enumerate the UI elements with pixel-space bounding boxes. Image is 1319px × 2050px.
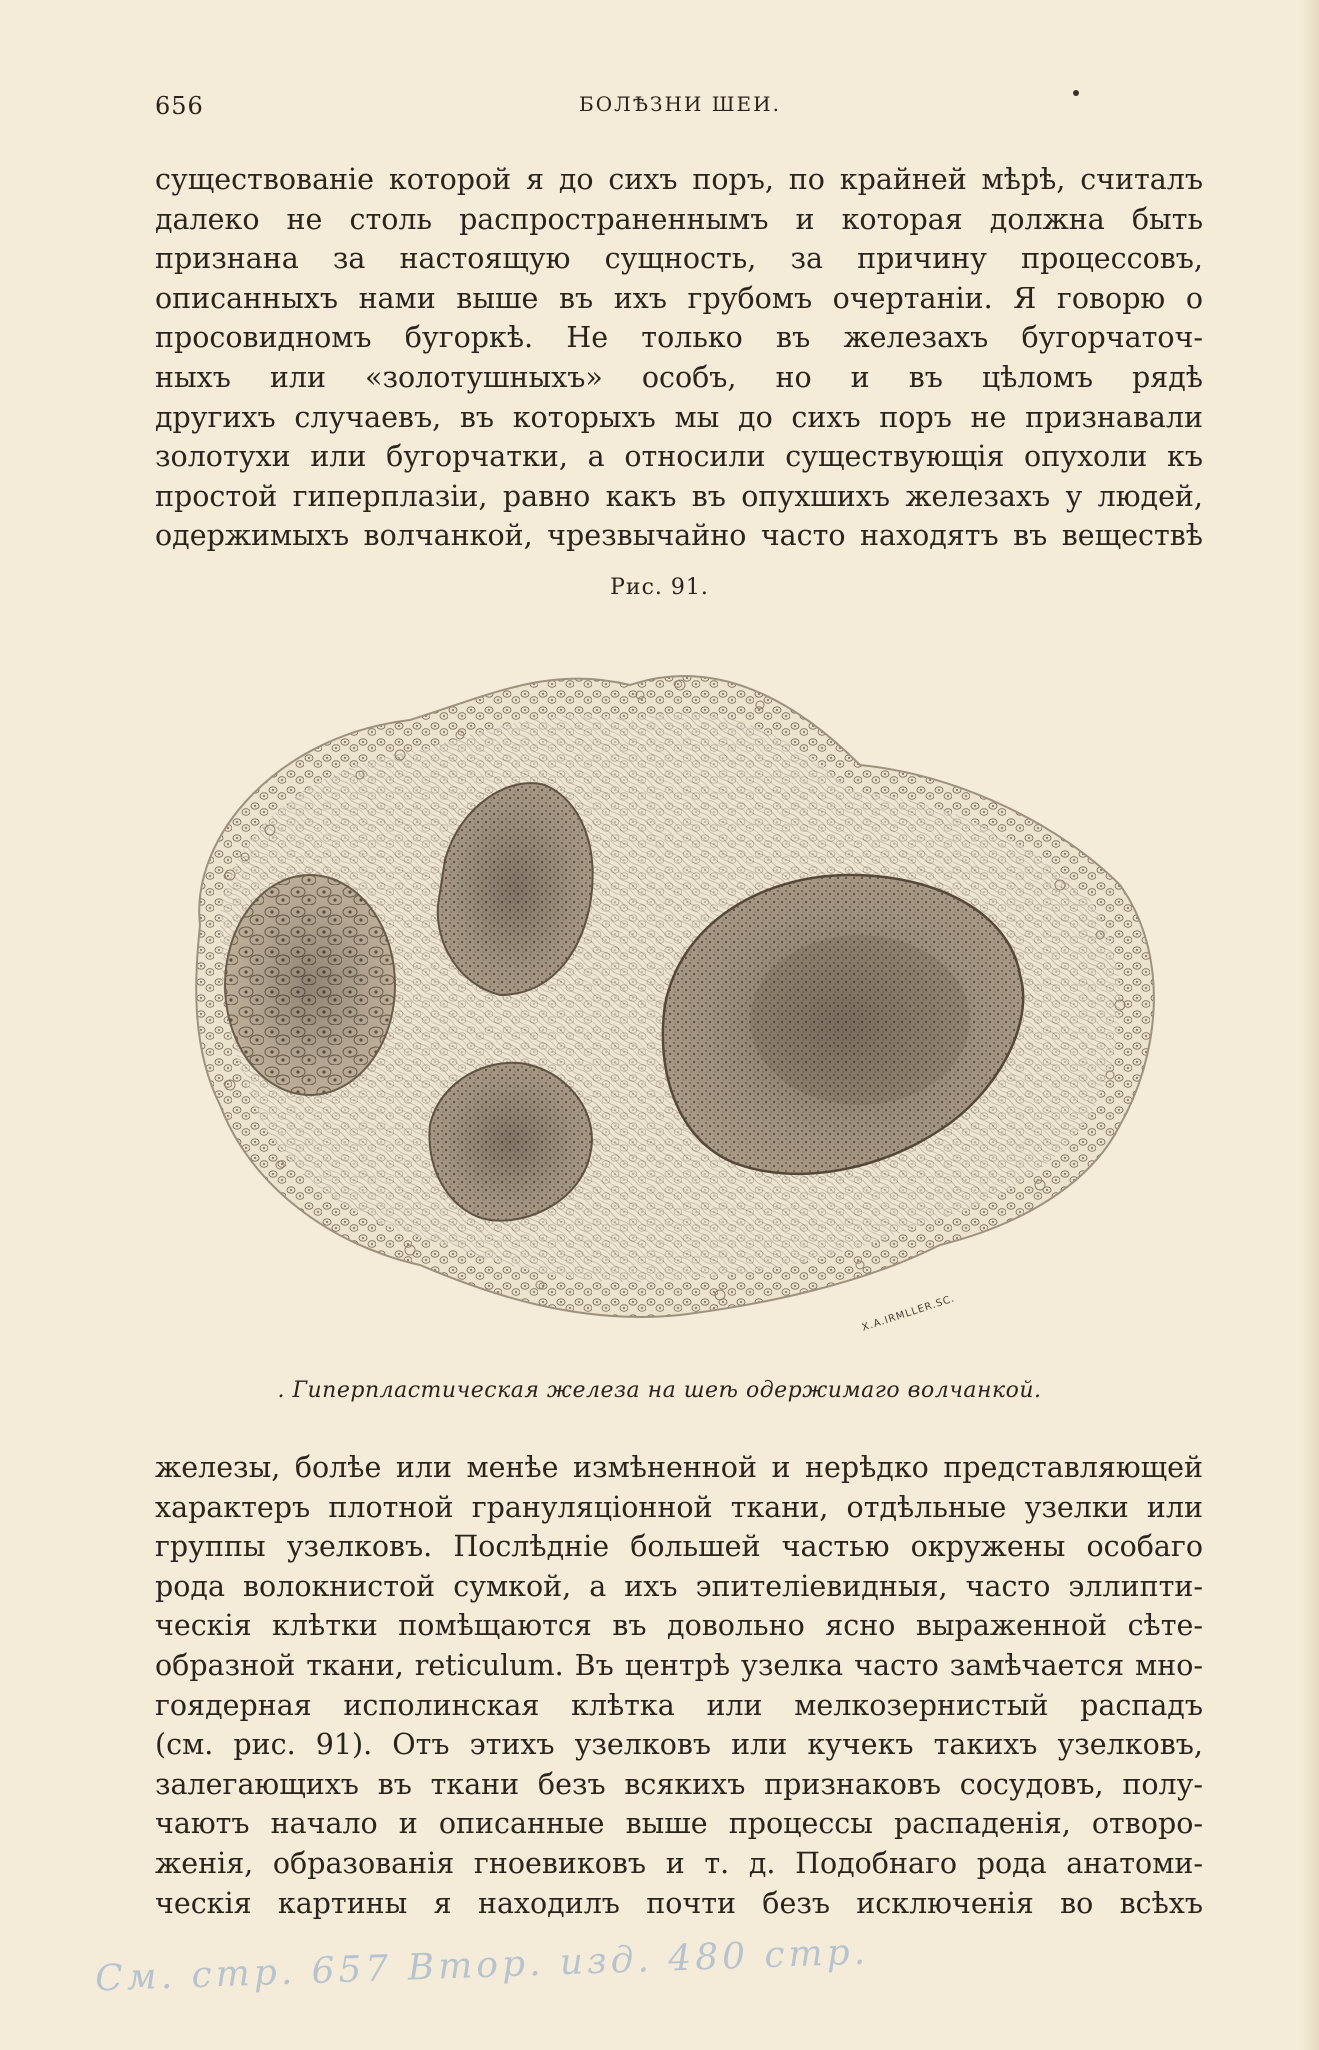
page-header: [155, 92, 1205, 132]
text-line: просовидномъ бугоркѣ. Не только въ железахъ бугорчаточ-: [155, 321, 1203, 355]
text-line: (см. рис. 91). Отъ этихъ узелковъ или кучекъ такихъ узелковъ,: [155, 1728, 1203, 1762]
text-line: железы, болѣе или менѣе измѣненной и нерѣдко представляющей: [155, 1451, 1203, 1484]
text-line: характеръ плотной грануляціонной ткани, отдѣльные узелки или: [155, 1490, 1203, 1524]
text-line: женія, образованія гноевиковъ и т. д. Подобнаго рода анатоми-: [155, 1846, 1203, 1880]
text-line: гоядерная исполинская клѣтка или мелкозернистый распадъ: [155, 1688, 1203, 1722]
engraver-signature: X.A.IRMLLER.SC.: [860, 1293, 957, 1334]
text-line: образной ткани, reticulum. Въ центрѣ узелка часто замѣчается мно-: [155, 1648, 1203, 1682]
text-line: ческія картины я находилъ почти безъ исключенія во всѣхъ: [155, 1886, 1203, 1920]
running-title: БОЛѢЗНИ ШЕИ.: [579, 92, 781, 116]
text-line: признана за настоящую сущность, за причину процессовъ,: [155, 242, 1203, 276]
text-line: рода волокнистой сумкой, а ихъ эпителіевидныя, часто эллипти-: [155, 1569, 1203, 1603]
handwritten-note: См. стр. 657 Втор. изд. 480 стр.: [94, 1931, 870, 2000]
page-edge: [1301, 0, 1319, 2050]
ink-speck: [1073, 90, 1079, 96]
histology-illustration: [160, 625, 1190, 1360]
text-line: ныхъ или «золотушныхъ» особъ, но и въ цѣломъ рядѣ: [155, 360, 1203, 394]
text-line: золотухи или бугорчатки, а относили существующія опухоли къ: [155, 440, 1203, 474]
text-line: залегающихъ въ ткани безъ всякихъ признаковъ сосудовъ, полу-: [155, 1767, 1203, 1801]
figure-caption: . Гиперпластическая железа на шеѣ одержимаго волчанкой.: [277, 1378, 1042, 1403]
figure-label: Рис. 91.: [610, 575, 709, 600]
text-line: описанныхъ нами выше въ ихъ грубомъ очертаніи. Я говорю о: [155, 281, 1203, 315]
text-line: группы узелковъ. Послѣдніе большей частью окружены особаго: [155, 1530, 1203, 1564]
body-text-bottom: [155, 1448, 1203, 1923]
page-number: 656: [155, 92, 204, 120]
text-line: далеко не столь распространеннымъ и которая должна быть: [155, 202, 1203, 236]
text-line: чаютъ начало и описанные выше процессы распаденія, отворо-: [155, 1807, 1203, 1841]
text-line: существованіе которой я до сихъ поръ, по крайней мѣрѣ, считалъ: [155, 163, 1203, 196]
text-line: одержимыхъ волчанкой, чрезвычайно часто находятъ въ веществѣ: [155, 519, 1203, 553]
text-line: ческія клѣтки помѣщаются въ довольно ясно выраженной сѣте-: [155, 1609, 1203, 1643]
text-line: простой гиперплазіи, равно какъ въ опухшихъ железахъ у людей,: [155, 479, 1203, 513]
body-text-top: [155, 160, 1203, 556]
text-line: другихъ случаевъ, въ которыхъ мы до сихъ поръ не признавали: [155, 400, 1203, 434]
